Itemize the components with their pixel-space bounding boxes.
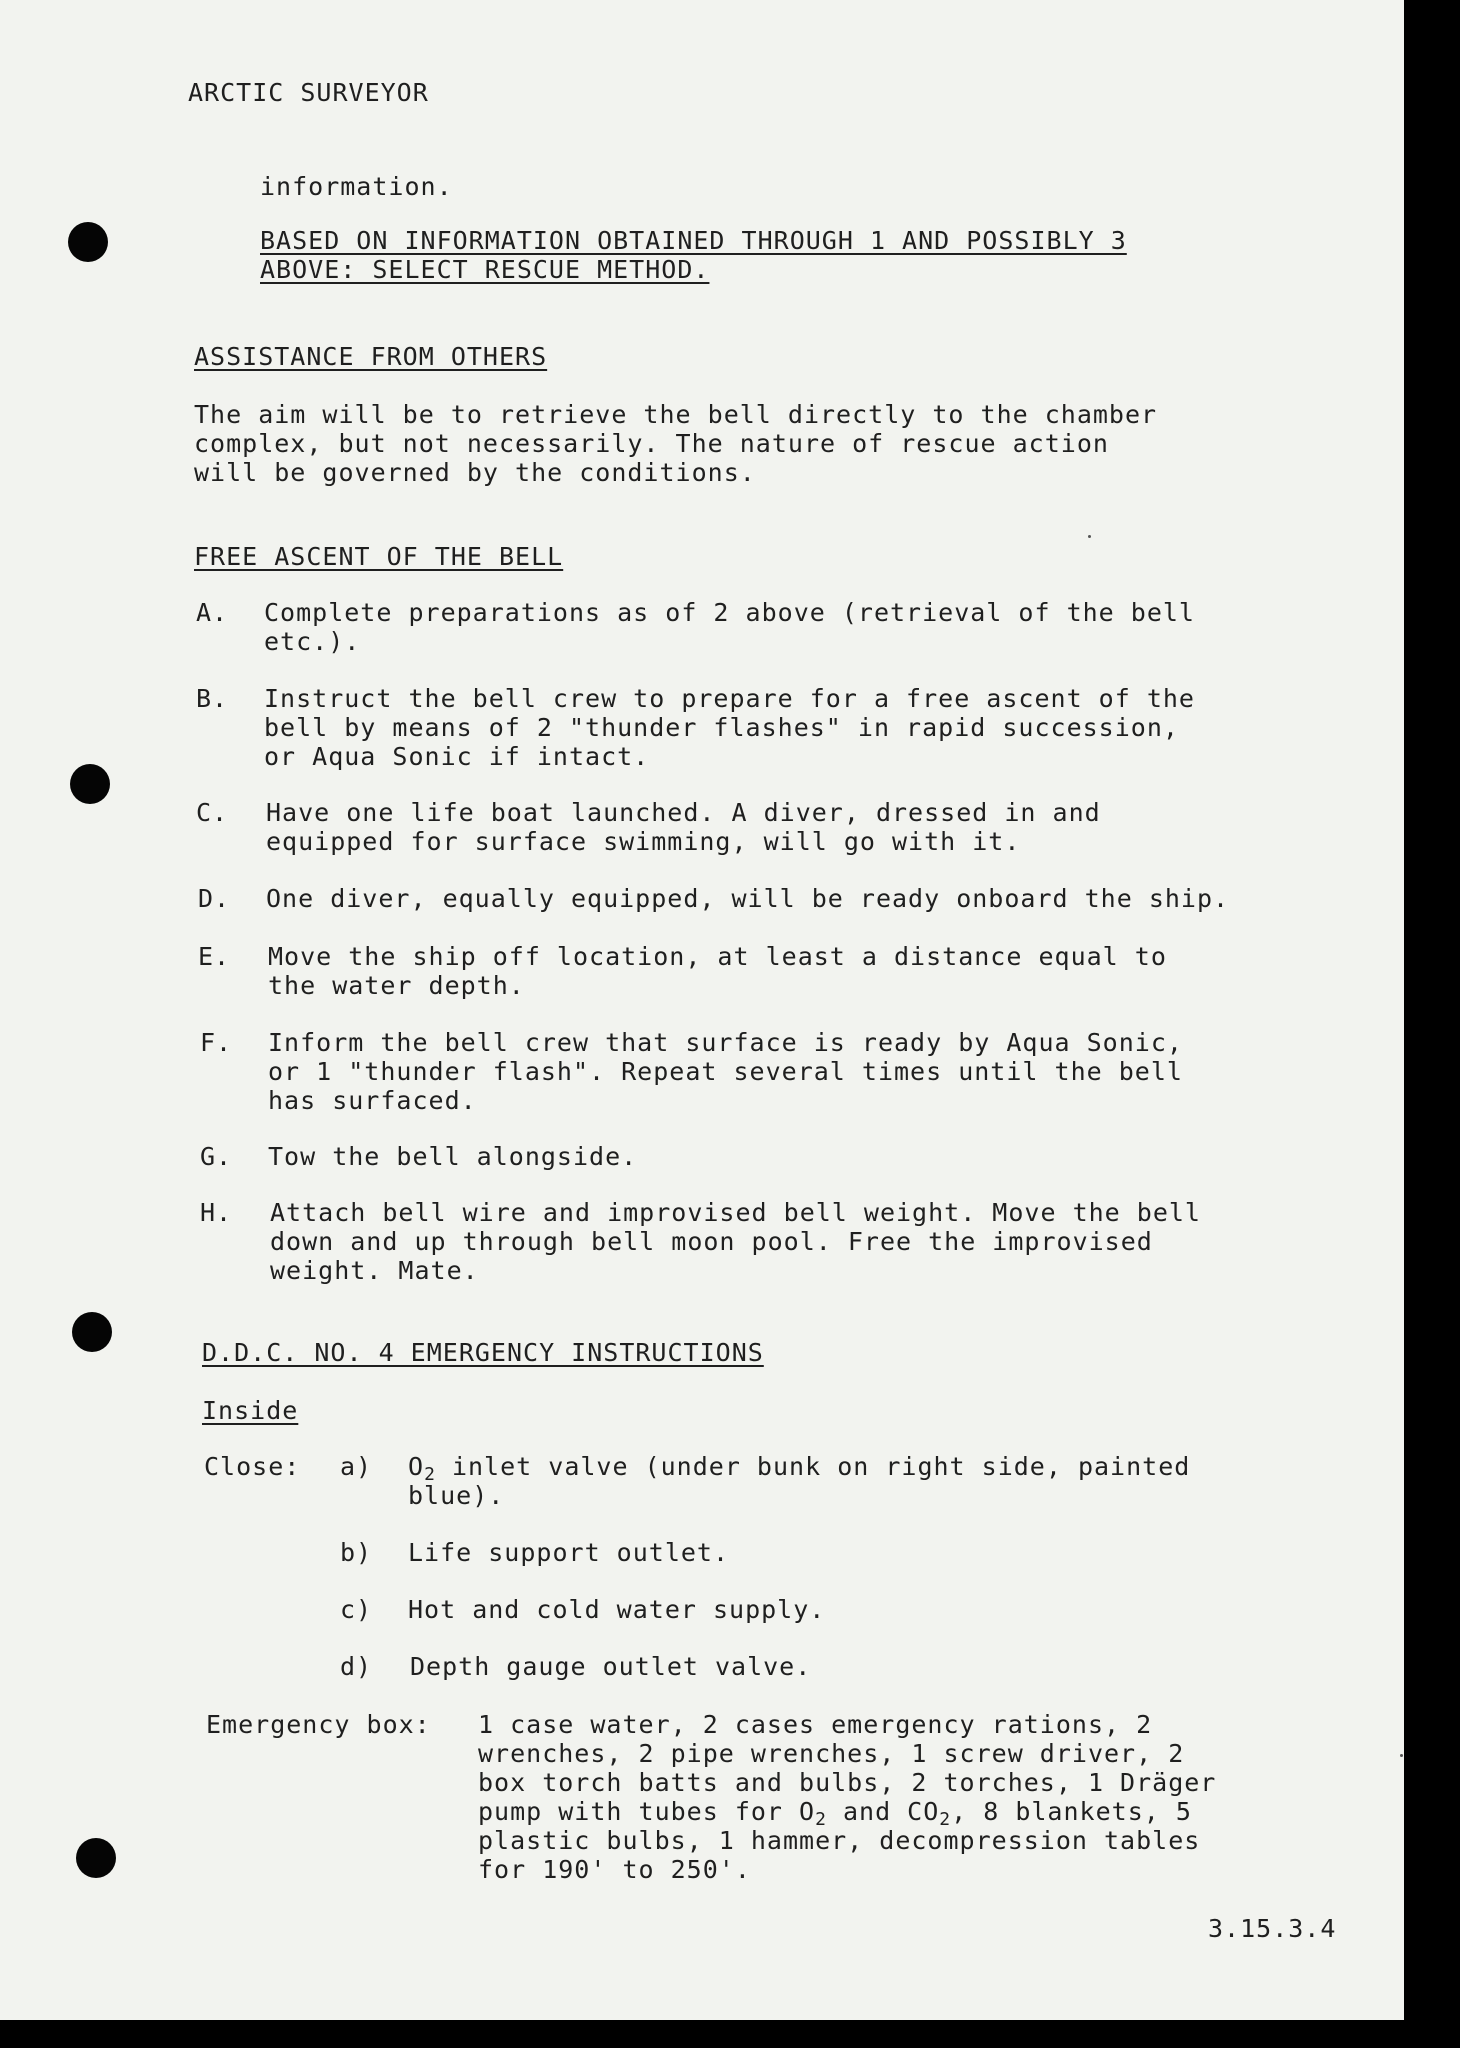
text-run: O [408, 1452, 425, 1481]
item-line: Move the ship off location, at least a distance equal to [268, 942, 1167, 971]
item-text [264, 598, 1195, 656]
contents-line: 1 case water, 2 cases emergency rations, 2 [478, 1710, 1153, 1739]
running-title: ARCTIC SURVEYOR [188, 78, 429, 107]
item-line: Tow the bell alongside. [268, 1142, 638, 1171]
item-label: F. [200, 1028, 233, 1057]
binder-hole-2 [70, 764, 110, 804]
item-line: Inform the bell crew that surface is ready by Aqua Sonic, [268, 1028, 1183, 1057]
assistance-paragraph [194, 400, 1157, 487]
item-line: weight. Mate. [270, 1256, 479, 1285]
item-label: C. [196, 798, 229, 827]
contents-line: plastic bulbs, 1 hammer, decompression tables [478, 1826, 1201, 1855]
paragraph-line: will be governed by the conditions. [194, 458, 756, 487]
item-label: d) [340, 1652, 373, 1681]
paragraph-line: The aim will be to retrieve the bell directly to the chamber [194, 400, 1158, 429]
item-text [270, 1198, 1201, 1285]
item-line [408, 1452, 1191, 1485]
contents-line: for 190' to 250'. [478, 1855, 751, 1884]
emergency-box-label: Emergency box: [206, 1710, 431, 1739]
scan-border-bottom [0, 2020, 1460, 2048]
section-heading-ddc: D.D.C. NO. 4 EMERGENCY INSTRUCTIONS [202, 1338, 764, 1367]
item-text [408, 1538, 729, 1567]
item-label: a) [340, 1452, 373, 1481]
item-line: Life support outlet. [408, 1538, 730, 1567]
item-line: has surfaced. [268, 1086, 477, 1115]
item-label: A. [196, 598, 229, 627]
continuation-text: information. [260, 172, 453, 201]
item-line: down and up through bell moon pool. Free the improvised [270, 1227, 1153, 1256]
subheading-inside: Inside [202, 1396, 299, 1425]
item-line: etc.). [264, 627, 361, 656]
binder-hole-4 [76, 1838, 116, 1878]
contents-line [478, 1797, 1216, 1830]
item-line: Hot and cold water supply. [408, 1595, 826, 1624]
item-text [264, 684, 1195, 771]
item-label: G. [200, 1142, 233, 1171]
text-run: pump with tubes for O [478, 1797, 816, 1826]
binder-hole-1 [68, 222, 108, 262]
instruction-line: BASED ON INFORMATION OBTAINED THROUGH 1 AND POSSIBLY 3 [260, 226, 1127, 255]
contents-line: wrenches, 2 pipe wrenches, 1 screw driver, 2 [478, 1739, 1185, 1768]
item-line: Depth gauge outlet valve. [410, 1652, 812, 1681]
binder-hole-3 [72, 1312, 112, 1352]
item-line: equipped for surface swimming, will go with it. [266, 827, 1021, 856]
emergency-box-contents [478, 1710, 1216, 1884]
text-run: , 8 blankets, 5 [951, 1797, 1192, 1826]
scan-border-right [1404, 0, 1460, 2048]
text-run: inlet valve (under bunk on right side, painted [435, 1452, 1191, 1481]
instruction-text [260, 226, 1127, 284]
scan-speck [1088, 535, 1091, 538]
item-line: bell by means of 2 "thunder flashes" in rapid succession, [264, 713, 1179, 742]
item-label: B. [196, 684, 229, 713]
subscript: 2 [424, 1464, 436, 1485]
close-label: Close: [204, 1452, 301, 1481]
instruction-line: ABOVE: SELECT RESCUE METHOD. [260, 255, 710, 284]
item-text [410, 1652, 811, 1681]
item-line: Complete preparations as of 2 above (retrieval of the bell [264, 598, 1195, 627]
item-line: or 1 "thunder flash". Repeat several times until the bell [268, 1057, 1183, 1086]
item-line: or Aqua Sonic if intact. [264, 742, 650, 771]
page-number: 3.15.3.4 [1208, 1914, 1337, 1943]
section-heading-free-ascent: FREE ASCENT OF THE BELL [194, 542, 564, 571]
scan-speck [1400, 1754, 1403, 1757]
section-heading-assistance: ASSISTANCE FROM OTHERS [194, 342, 548, 371]
item-text [268, 1028, 1183, 1115]
contents-line: box torch batts and bulbs, 2 torches, 1 Dräger [478, 1768, 1217, 1797]
item-line: the water depth. [268, 971, 525, 1000]
item-text [408, 1452, 1190, 1510]
subscript: 2 [939, 1809, 952, 1830]
item-label: H. [200, 1198, 233, 1227]
item-text [266, 798, 1101, 856]
item-line: Instruct the bell crew to prepare for a free ascent of the [264, 684, 1195, 713]
item-line: Attach bell wire and improvised bell weight. Move the bell [270, 1198, 1201, 1227]
item-label: c) [340, 1595, 373, 1624]
paragraph-line: complex, but not necessarily. The nature of rescue action [194, 429, 1109, 458]
item-line: Have one life boat launched. A diver, dressed in and [266, 798, 1101, 827]
item-line: One diver, equally equipped, will be ready onboard the ship. [266, 884, 1230, 913]
item-text [268, 1142, 637, 1171]
subscript: 2 [815, 1809, 827, 1830]
item-text [266, 884, 1229, 913]
text-run: and CO [826, 1797, 940, 1826]
item-text [408, 1595, 825, 1624]
item-line: blue). [408, 1481, 505, 1510]
item-label: D. [198, 884, 231, 913]
item-label: b) [340, 1538, 373, 1567]
item-label: E. [198, 942, 231, 971]
item-text [268, 942, 1167, 1000]
